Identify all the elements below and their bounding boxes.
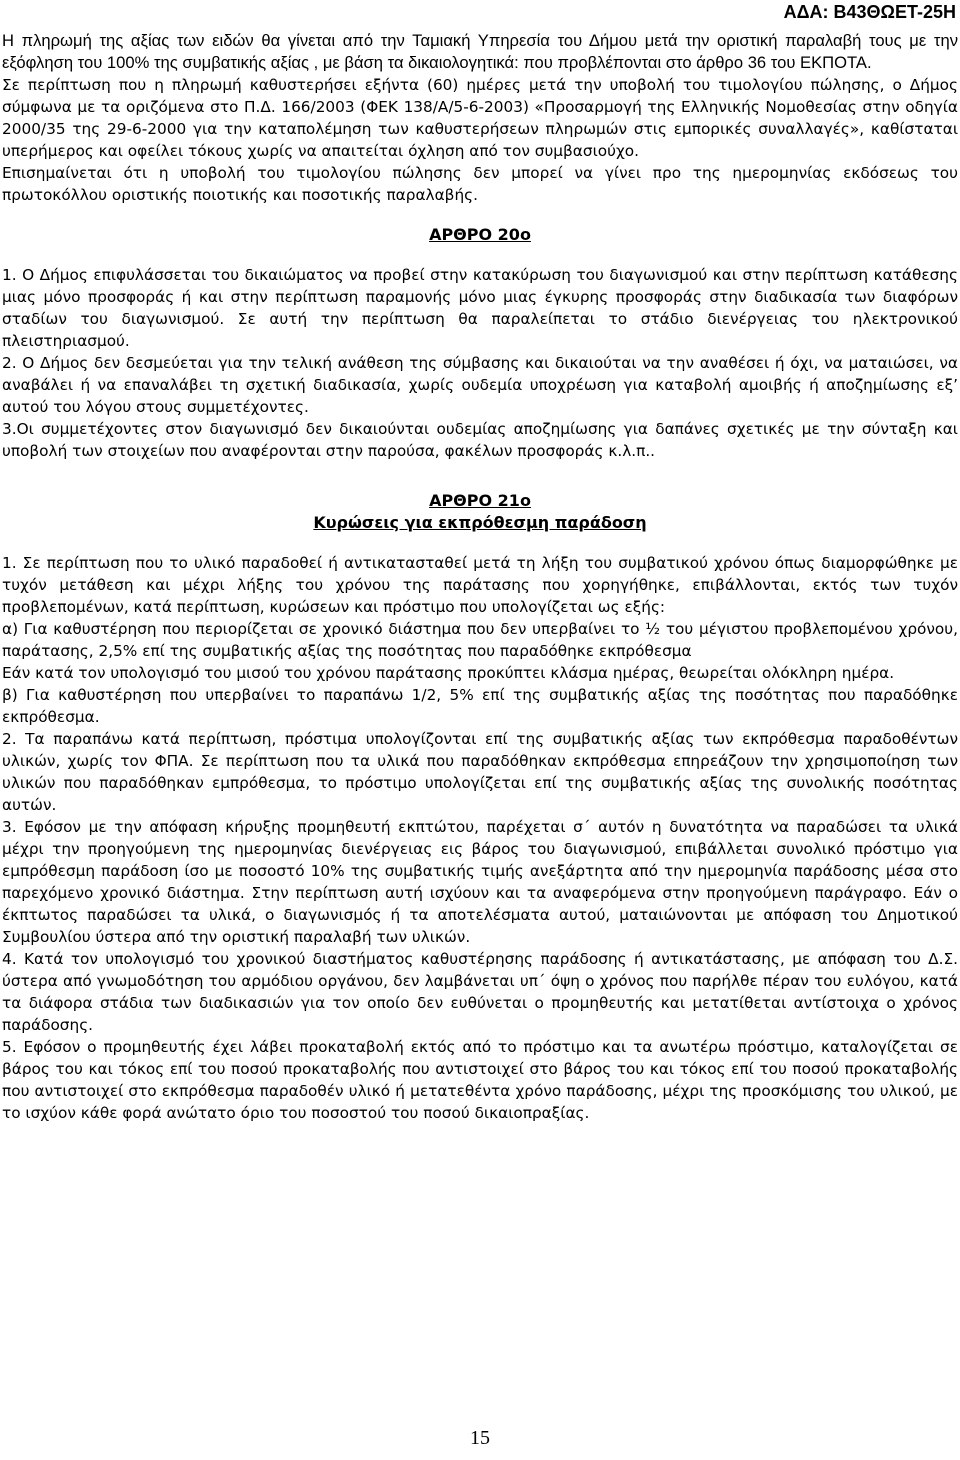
invoice-note-paragraph: Επισημαίνεται ότι η υποβολή του τιμολογίου πώλησης δεν μπορεί να γίνει προ της ημερομηνίας εκδόσεως του πρωτοκόλλου οριστικής ποιοτικής και ποσοτικής παραλαβής. [2, 164, 958, 204]
article-21-paragraph-4: 4. Κατά τον υπολογισμό του χρονικού διαστήματος καθυστέρησης παράδοσης ή αντικατάστασης, με απόφαση του Δ.Σ. ύστερα από γνωμοδότηση του αρμόδιου οργάνου, δεν λαμβάνεται υπ΄ όψη ο χρόνος που παρήλθε πέραν του ευλόγου, κατά τα διάφορα στάδια των διαδικασιών για τον οποίο δεν ευθύνεται ο προμηθευτής και μετατίθεται αντίστοιχα ο χρόνος παράδοσης. [2, 950, 958, 1034]
article-21-paragraph-half-note: Εάν κατά τον υπολογισμό του μισού του χρόνου παράτασης προκύπτει κλάσμα ημέρας, θεωρείται ολόκληρη ημέρα. [2, 664, 895, 682]
payment-paragraph: Η πληρωμή της αξίας των ειδών θα γίνεται από την Ταμιακή Υπηρεσία του Δήμου μετά την οριστική παραλαβή τους με την εξόφληση του 100% της συμβατικής αξίας , με βάση τα δικαιολογητικά: που προβλέπονται στο άρθρο 36 του ΕΚΠΟΤΑ. [2, 31, 958, 72]
article-21-subtitle: Κυρώσεις για εκπρόθεσμη παράδοση [313, 513, 647, 532]
ada-code: ΑΔΑ: Β43ΘΩΕΤ-25Η [783, 2, 956, 22]
article-20-paragraph-3: 3.Οι συμμετέχοντες στον διαγωνισμό δεν δικαιούνται ουδεμίας αποζημίωσης για δαπάνες σχετικές με την σύνταξη και υποβολή των στοιχείων που αναφέρονται στην παρούσα, φακέλων προσφοράς κ.λ.π.. [2, 420, 958, 460]
spacer [2, 462, 958, 490]
spacer [2, 534, 958, 552]
page-number: 15 [470, 1427, 490, 1449]
article-21-paragraph-a: α) Για καθυστέρηση που περιορίζεται σε χρονικό διάστημα που δεν υπερβαίνει το ½ του μέγιστου προβλεπομένου χρόνου, παράτασης, 2,5% επί της συμβατικής αξίας της ποσότητας που παραδόθηκε εκπρόθεσμα [2, 620, 958, 660]
article-21-paragraph-1: 1. Σε περίπτωση που το υλικό παραδοθεί ή αντικατασταθεί μετά τη λήξη του συμβατικού χρόνου όπως διαμορφώθηκε με τυχόν μετάθεση και μέχρι λήξης του χρόνου της παράτασης που χορηγήθηκε, επιβάλλονται, εκτός των τυχόν προβλεπομένων, κατά περίπτωση, κυρώσεων και πρόστιμο που υπολογίζεται ως εξής: [2, 554, 958, 616]
article-21-paragraph-2: 2. Τα παραπάνω κατά περίπτωση, πρόστιμα υπολογίζονται επί της συμβατικής αξίας των εκπρόθεσμα παραδοθέντων υλικών, χωρίς τον ΦΠΑ. Σε περίπτωση που τα υλικά που παραδόθηκαν εκπρόθεσμα επηρεάζουν την χρησιμοποίηση των υλικών που παραδόθηκαν εμπρόθεσμα, το πρόστιμο υπολογίζεται επί της συμβατικής αξίας της συνολικής ποσότητας αυτών. [2, 730, 958, 814]
article-21-paragraph-3: 3. Εφόσον με την απόφαση κήρυξης προμηθευτή εκπτώτου, παρέχεται σ΄ αυτόν η δυνατότητα να παραδώσει τα υλικά μέχρι την προηγούμενη της ημερομηνίας διενέργειας εις βάρος του διαγωνισμού, επιβάλλεται συνολικό πρόστιμο για εμπρόθεσμη παράδοση ίσο με ποσοστό 10% της συμβατικής τιμής ανεξάρτητα από την ημερομηνία παράδοσης μέσα στο παρεχόμενο χρονικό διάστημα. Στην περίπτωση αυτή ισχύουν και τα αναφερόμενα στην προηγούμενη παράγραφο. Εάν ο έκπτωτος παραδώσει τα υλικά, ο διαγωνισμός ή τα αποτελέσματα αυτού, ματαιώνονται με απόφαση του Δημοτικού Συμβουλίου ύστερα από την οριστική παραλαβή των υλικών. [2, 818, 958, 946]
article-20-title: ΑΡΘΡΟ 20ο [429, 225, 531, 244]
late-payment-paragraph: Σε περίπτωση που η πληρωμή καθυστερήσει εξήντα (60) ημέρες μετά την υποβολή του τιμολογίου πώλησης, ο Δήμος σύμφωνα με τα οριζόμενα στο Π.Δ. 166/2003 (ΦΕΚ 138/Α/5-6-2003) «Προσαρμογή της Ελληνικής Νομοθεσίας στην οδηγία 2000/35 της 29-6-2000 για την καταπολέμηση των καθυστερήσεων πληρωμών στις εμπορικές συναλλαγές», καθίσταται υπερήμερος και οφείλει τόκους χωρίς να απαιτείται όχληση από τον συμβασιούχο. [2, 76, 958, 160]
article-20-paragraph-1: 1. Ο Δήμος επιφυλάσσεται του δικαιώματος να προβεί στην κατακύρωση του διαγωνισμού και στην περίπτωση κατάθεσης μιας μόνο προσφοράς ή και στην περίπτωση παραμονής μόνο μιας έγκυρης προσφοράς στην διαδικασία των διαφόρων σταδίων του διαγωνισμού. Σε αυτή την περίπτωση θα παραλείπεται το στάδιο διενέργειας του ηλεκτρονικού πλειστηριασμού. [2, 266, 958, 350]
article-21-paragraph-5: 5. Εφόσον ο προμηθευτής έχει λάβει προκαταβολή εκτός από το πρόστιμο και τα ανωτέρω πρόστιμο, καταλογίζεται σε βάρος του και τόκος επί του ποσού προκαταβολής που αντιστοιχεί στο βάρος του και τόκος επί του ποσού προκαταβολής που αντιστοιχεί στο εκπρόθεσμα παραδοθέν υλικό ή μετατεθέντα χρόνο παράδοσης, μέχρι της προσκόμισης του υλικού, με το ισχύον κάθε φορά ανώτατο όριο του ποσοστού του ποσού δικαιοπραξίας. [2, 1038, 958, 1122]
article-21-title: ΑΡΘΡΟ 21ο [429, 491, 531, 510]
article-20-paragraph-2: 2. Ο Δήμος δεν δεσμεύεται για την τελική ανάθεση της σύμβασης και δικαιούται να την αναθέσει ή όχι, να ματαιώσει, να αναβάλει ή να επαναλάβει τη σχετική διαδικασία, χωρίς ουδεμία υποχρέωση για καταβολή αμοιβής ή αποζημίωσης εξ’ αυτού του λόγου στους συμμετέχοντες. [2, 354, 958, 416]
spacer [2, 246, 958, 264]
spacer [2, 206, 958, 224]
article-21-paragraph-b: β) Για καθυστέρηση που υπερβαίνει το παραπάνω 1/2, 5% επί της συμβατικής αξίας της ποσότητας που παραδόθηκε εκπρόθεσμα. [2, 686, 958, 726]
